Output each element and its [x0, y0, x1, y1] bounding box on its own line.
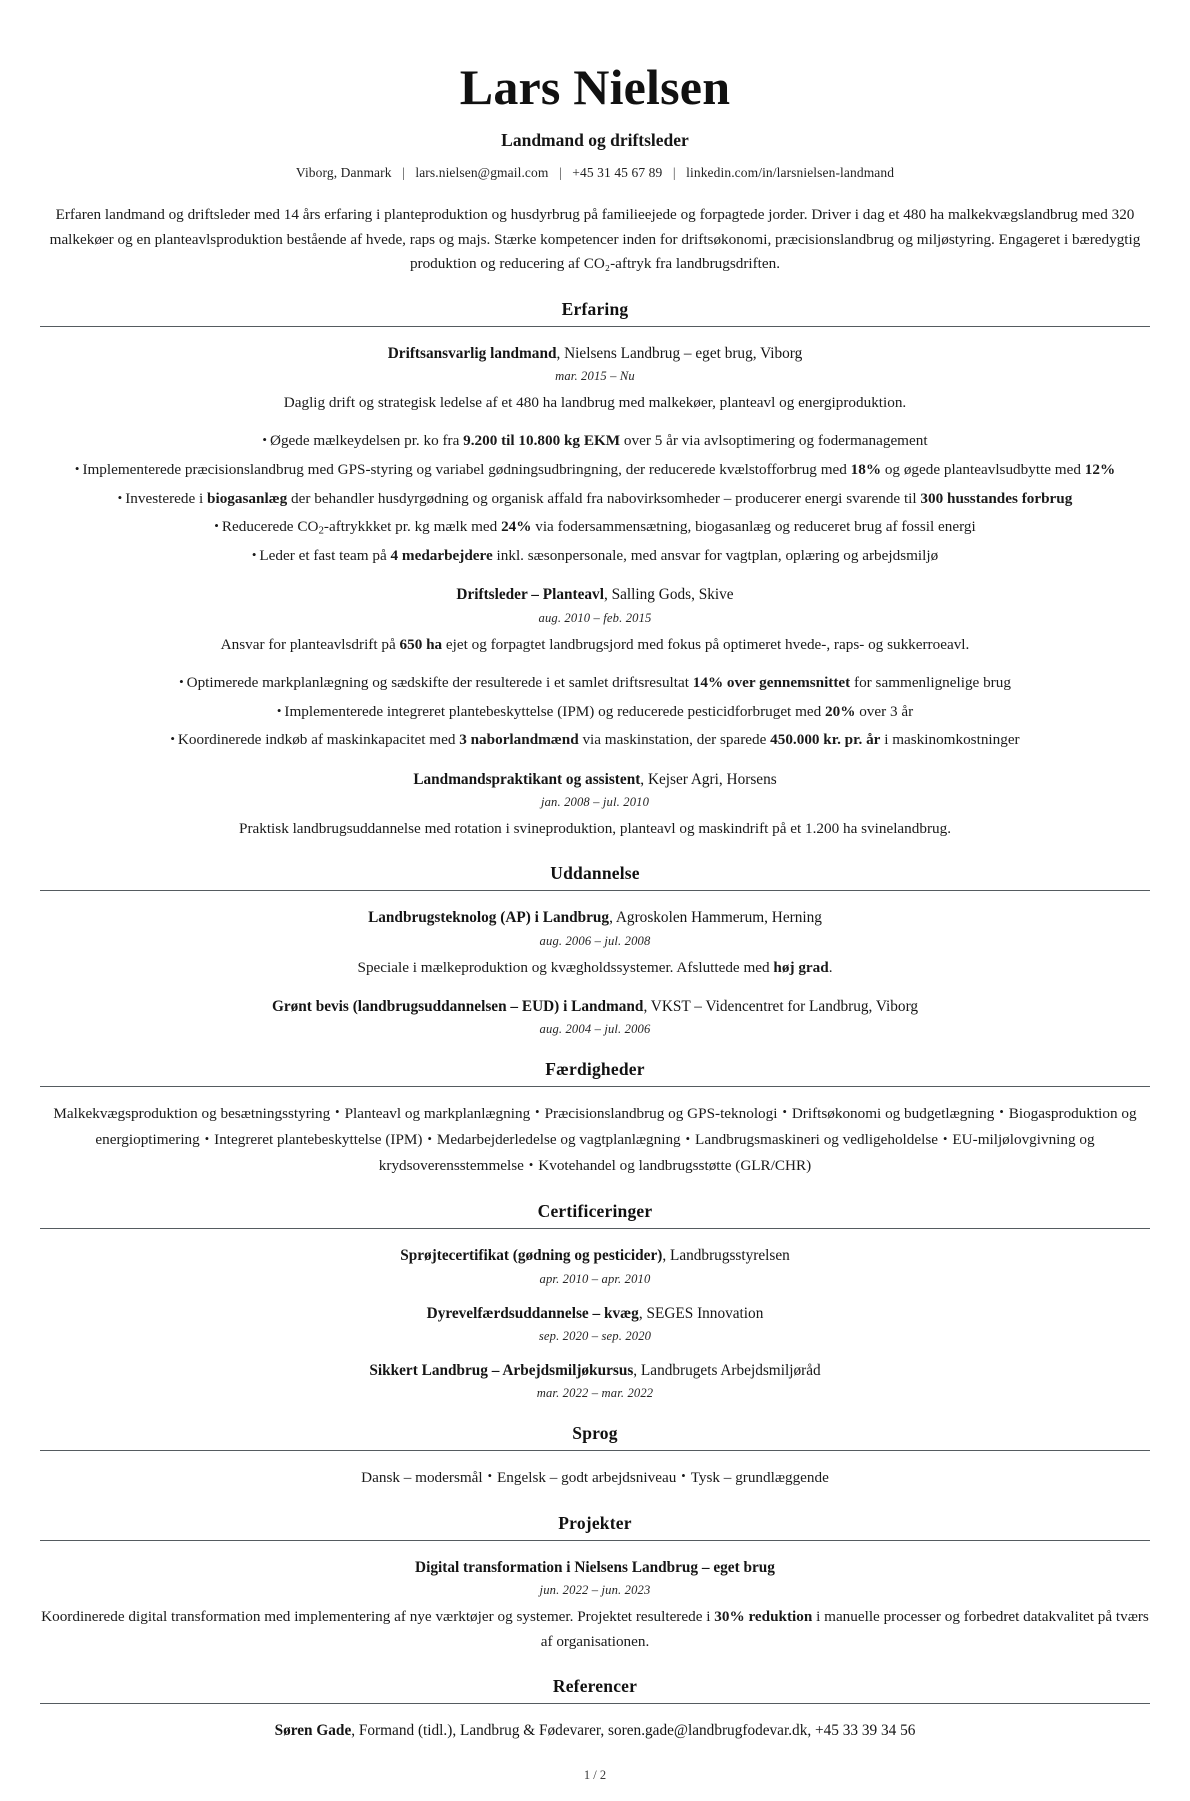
entry-bullets: [40, 671, 1150, 753]
entry-organisation: , Agroskolen Hammerum, Herning: [609, 909, 822, 927]
candidate-headline: Landmand og driftsleder: [501, 130, 689, 150]
skills-item: Malkekvægsproduktion og besætningsstyring: [53, 1104, 331, 1122]
entry-organisation: , Landbrugsstyrelsen: [662, 1247, 790, 1265]
entry-heading: [40, 1245, 1150, 1267]
entry-role: Dyrevelfærdsuddannelse – kvæg: [426, 1304, 639, 1322]
resume-sections: [40, 299, 1150, 1742]
entry-heading: [40, 907, 1150, 929]
entry-description: Daglig drift og strategisk ledelse af et 480 ha landbrug med malkekøer, planteavl og energiproduktion.: [283, 394, 907, 412]
section-title-skills: Færdigheder: [545, 1058, 645, 1079]
entry-date: aug. 2006 – jul. 2008: [539, 933, 651, 948]
bullet-separator-icon: •: [999, 1105, 1004, 1120]
entry-date: aug. 2004 – jul. 2006: [539, 1021, 651, 1036]
entry-role: Grønt bevis (landbrugsuddannelsen – EUD) i Landmand: [271, 997, 644, 1015]
bullet-separator-icon: •: [943, 1131, 948, 1146]
entry-date: sep. 2020 – sep. 2020: [538, 1328, 652, 1343]
section-title-languages: Sprog: [572, 1422, 618, 1443]
resume-header: [40, 60, 1150, 181]
bullet-separator-icon: •: [528, 1157, 534, 1172]
bullet-item: • Øgede mælkeydelsen pr. ko fra 9.200 til 10.800 kg EKM over 5 år via avlsoptimering og fodermanagement: [40, 429, 1150, 454]
entry-date: mar. 2015 – Nu: [555, 369, 635, 384]
section-rule: [40, 1086, 1150, 1087]
contact-email[interactable]: lars.nielsen@gmail.com: [415, 165, 549, 180]
entry-organisation: , VKST – Videncentret for Landbrug, Viborg: [643, 997, 919, 1015]
languages-item: Engelsk – godt arbejdsniveau: [497, 1468, 677, 1486]
bullet-icon: •: [74, 460, 80, 476]
bullet-item: • Optimerede markplanlægning og sædskifte der resulterede i et samlet driftsresultat 14% over gennemsnittet for sammenlignelige brug: [40, 671, 1150, 696]
entry-description: Ansvar for planteavlsdrift på 650 ha ejet og forpagtet landbrugsjord med fokus på optimeret hvede-, raps- og sukkerroeavl.: [220, 635, 970, 653]
entry-organisation: , Formand (tidl.), Landbrug & Fødevarer, soren.gade@landbrugfodevar.dk, +45 33 39 34 56: [351, 1721, 916, 1739]
section-rule: [40, 890, 1150, 891]
entry: [40, 1303, 1150, 1344]
section-rule: [40, 1228, 1150, 1229]
section-title-education: Uddannelse: [550, 863, 640, 884]
entry-heading: [40, 1557, 1150, 1579]
entry-date: jan. 2008 – jul. 2010: [540, 795, 650, 810]
entry-organisation: , Salling Gods, Skive: [603, 586, 734, 604]
entry-organisation: , Landbrugets Arbejdsmiljøråd: [633, 1361, 821, 1379]
skills-item: Integreret plantebeskyttelse (IPM): [214, 1131, 423, 1149]
entry: [40, 996, 1150, 1037]
entry: [40, 769, 1150, 841]
bullet-item: • Leder et fast team på 4 medarbejdere inkl. sæsonpersonale, med ansvar for vagtplan, oplæring og arbejdsmiljø: [40, 544, 1150, 569]
entry-role: Driftsleder – Planteavl: [456, 586, 604, 604]
skills-item: Biogasproduktion og energioptimering: [95, 1104, 1137, 1149]
entry-date: apr. 2010 – apr. 2010: [539, 1271, 651, 1286]
bullet-separator-icon: •: [204, 1131, 210, 1146]
entry-heading: [40, 584, 1150, 606]
bullet-item: • Implementerede integreret plantebeskyttelse (IPM) og reducerede pesticidforbruget med 20% over 3 år: [40, 700, 1150, 725]
entry-heading: [40, 1360, 1150, 1382]
section-rule: [40, 326, 1150, 327]
entry-date: jun. 2022 – jun. 2023: [539, 1583, 651, 1598]
bullet-item: • Investerede i biogasanlæg der behandler husdyrgødning og organisk affald fra nabovirksomheder – producerer energi svarende til 300 husstandes forbrug: [40, 487, 1150, 512]
bullet-separator-icon: •: [427, 1131, 432, 1146]
bullet-icon: •: [251, 546, 257, 562]
page-footer: 1 / 2: [583, 1768, 607, 1783]
entry-role: Digital transformation i Nielsens Landbrug – eget brug: [415, 1559, 775, 1577]
bullet-item: • Koordinerede indkøb af maskinkapacitet med 3 naborlandmænd via maskinstation, der sparede 450.000 kr. pr. år i maskinomkostninger: [40, 728, 1150, 753]
bullet-separator-icon: •: [782, 1105, 787, 1120]
section-title-experience: Erfaring: [561, 298, 629, 319]
entry: [40, 1720, 1150, 1742]
skills-item: Kvotehandel og landbrugsstøtte (GLR/CHR): [538, 1157, 812, 1175]
entry-heading: [40, 1303, 1150, 1325]
entry-description: Speciale i mælkeproduktion og kvægholdssystemer. Afsluttede med høj grad.: [357, 958, 833, 976]
contact-linkedin[interactable]: linkedin.com/in/larsnielsen-landmand: [686, 165, 895, 180]
entry: [40, 584, 1150, 752]
entry-heading: [40, 769, 1150, 791]
candidate-name: Lars Nielsen: [459, 59, 731, 115]
profile-summary: Erfaren landmand og driftsleder med 14 års erfaring i planteproduktion og husdyrbrug på familieejede og forpagtede jorder. Driver i dag et 480 ha malkekvægslandbrug med 320 malkekøer og en planteavlsproduktion bestående af hvede, raps og majs. Stærke kompetencer inden for driftsøkonomi, præcisionslandbrug og miljøstyring. Engageret i bæredygtig produktion og reducering af CO₂-aftryk fra landbrugsdriften.: [49, 206, 1141, 273]
entry-role: Sprøjtecertifikat (gødning og pesticider): [400, 1247, 663, 1265]
section-rule: [40, 1703, 1150, 1704]
section-rule: [40, 1450, 1150, 1451]
entry-date: aug. 2010 – feb. 2015: [538, 610, 652, 625]
bullet-separator-icon: •: [685, 1131, 691, 1146]
skills-item: EU-miljølovgivning og krydsoverensstemmelse: [378, 1131, 1095, 1175]
section-projects: [40, 1513, 1150, 1654]
entry-description: Praktisk landbrugsuddannelse med rotation i svineproduktion, planteavl og maskindrift på et 1.200 ha svinelandbrug.: [239, 820, 951, 838]
bullet-icon: •: [214, 518, 219, 534]
section-languages: [40, 1423, 1150, 1491]
entry-organisation: , Kejser Agri, Horsens: [640, 770, 777, 788]
entry-heading: [40, 1720, 1150, 1742]
entry-date: mar. 2022 – mar. 2022: [536, 1385, 654, 1400]
entry-bullets: [40, 429, 1150, 568]
bullet-icon: •: [262, 432, 267, 448]
entry-role: Søren Gade: [274, 1721, 352, 1739]
contact-line: [40, 165, 1150, 181]
entry-role: Landbrugsteknolog (AP) i Landbrug: [368, 909, 610, 927]
section-title-references: Referencer: [552, 1675, 638, 1696]
bullet-icon: •: [179, 673, 184, 689]
section-references: [40, 1676, 1150, 1742]
bullet-separator-icon: •: [335, 1105, 340, 1120]
bullet-icon: •: [117, 489, 123, 505]
contact-separator: |: [402, 165, 405, 180]
entry: [40, 907, 1150, 979]
entry-organisation: , SEGES Innovation: [638, 1304, 764, 1322]
skills-item: Medarbejderledelse og vagtplanlægning: [436, 1131, 681, 1149]
entry-role: Driftsansvarlig landmand: [387, 344, 557, 362]
entry: [40, 343, 1150, 569]
bullet-separator-icon: •: [487, 1469, 493, 1484]
entry: [40, 1360, 1150, 1401]
contact-separator: |: [672, 165, 676, 180]
languages-item: Dansk – modersmål: [361, 1468, 483, 1486]
section-certifications: [40, 1201, 1150, 1401]
bullet-icon: •: [170, 731, 175, 747]
bullet-separator-icon: •: [535, 1105, 540, 1120]
languages-list: [40, 1465, 1150, 1491]
section-education: [40, 863, 1150, 1037]
entry-organisation: , Nielsens Landbrug – eget brug, Viborg: [556, 344, 803, 362]
contact-separator: |: [558, 165, 562, 180]
section-title-certifications: Certificeringer: [537, 1201, 653, 1222]
section-skills: [40, 1059, 1150, 1179]
section-title-projects: Projekter: [558, 1513, 632, 1534]
bullet-separator-icon: •: [681, 1469, 686, 1484]
skills-list: [40, 1101, 1150, 1179]
section-rule: [40, 1540, 1150, 1541]
entry-role: Landmandspraktikant og assistent: [413, 770, 641, 788]
skills-item: Driftsøkonomi og budgetlægning: [791, 1104, 995, 1122]
bullet-item: • Reducerede $CO_2$-aftrykkket pr. kg mælk med 24% via fodersammensætning, biogasanlæg og reduceret brug af fossil energi: [40, 515, 1150, 540]
contact-location: Viborg, Danmark: [295, 165, 392, 180]
section-experience: [40, 299, 1150, 841]
entry-role: Sikkert Landbrug – Arbejdsmiljøkursus: [369, 1361, 634, 1379]
entry: [40, 1245, 1150, 1286]
languages-item: Tysk – grundlæggende: [690, 1468, 829, 1486]
bullet-item: • Implementerede præcisionslandbrug med GPS-styring og variabel gødningsudbringning, der reducerede kvælstofforbrug med 18% og øgede planteavlsudbytte med 12%: [40, 458, 1150, 483]
resume-content: [40, 44, 1150, 1742]
entry-heading: [40, 996, 1150, 1018]
skills-item: Præcisionslandbrug og GPS-teknologi: [544, 1104, 778, 1122]
bullet-icon: •: [276, 702, 282, 718]
entry: [40, 1557, 1150, 1654]
entry-description: Koordinerede digital transformation med implementering af nye værktøjer og systemer. Projektet resulterede i 30% reduktion i manuelle processer og forbedret datakvalitet på tværs af organisationen.: [41, 1608, 1149, 1650]
skills-item: Landbrugsmaskineri og vedligeholdelse: [695, 1131, 938, 1149]
skills-item: Planteavl og markplanlægning: [344, 1104, 531, 1122]
entry-heading: [40, 343, 1150, 365]
contact-phone[interactable]: +45 31 45 67 89: [572, 165, 663, 180]
